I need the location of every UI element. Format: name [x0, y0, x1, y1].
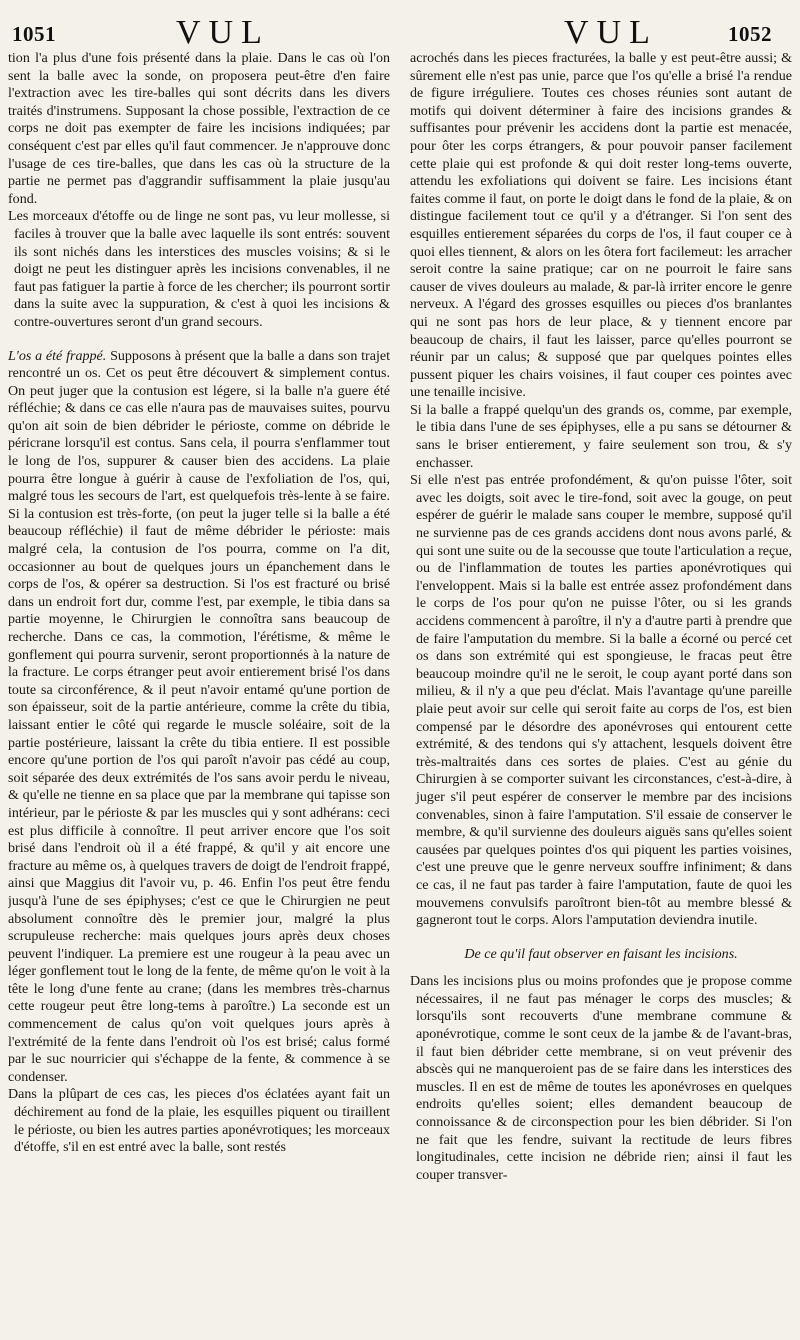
- left-paragraph-2: Les morceaux d'étoffe ou de linge ne sont pas, vu leur mollesse, si faciles à trouver que la balle avec laquelle ils sont entrés: souvent ils sont nichés dans les interstices des muscles voisins; & si le doigt ne peut les distinguer après les incisions convenables, il ne faut pas fatiguer la partie à force de les chercher; ils pourront sortir dans la suite avec la suppuration, & c'est à quoi les incisions & contre-ouvertures seront d'un grand secours.: [8, 208, 390, 330]
- left-page-number: 1051: [12, 22, 56, 46]
- section-subheading: De ce qu'il faut observer en faisant les incisions.: [464, 945, 738, 962]
- right-page-number: 1052: [728, 22, 772, 46]
- left-paragraph-1: tion l'a plus d'une fois présenté dans la plaie. Dans le cas où l'on sent la balle avec la sonde, on proposera peut-être d'en faire l'extraction avec les tire-balles qui sont décrits dans les divers traités d'instrumens. Supposant la chose possible, l'extraction de ce corps ne doit pas exempter de faire les incisions indiquées; par conséquent c'est par elles qu'il faut commencer. Je n'approuve donc l'usage de ces tire-balles, que dans les cas où la structure de la partie ne permet pas d'aggrandir suffisamment la plaie jusqu'au fond.: [8, 50, 390, 207]
- left-paragraph-3-body: Supposons à présent que la balle a dans son trajet rencontré un os. Cet os peut être découvert & simplement contus. On peut juger que la contusion est légere, si la balle n'a guere été réfléchie; & dans ce cas elle n'aura pas de mauvaises suites, pourvu qu'on ait soin de bien débrider le périoste, comme on débride le péricrane lorsqu'il est contus. Sans cela, il pourra s'enflammer tout le long de l'os, suppurer & causer bien des accidens. La plaie pourra être longue à guérir à cause de l'exfoliation de l'os, qui, malgré tous les secours de l'art, est quelquefois très-lente à se faire. Si la contusion est très-forte, (on peut la juger telle si la balle a été beaucoup réfléchie) il faut de même débrider le périoste: mais malgré cela, la contusion de l'os pourra, comme on l'a dit, occasionner au bout de quelques jours un épanchement dans le corps de l'os, & opérer sa destruction. Si l'os est fracturé ou brisé dans un endroit fort dur, comme l'est, par exemple, le tibia dans sa partie moyenne, le Chirurgien le connoîtra sans beaucoup de recherche. Dans ce cas, la commotion, l'érétisme, & même le gonflement qui pourra survenir, seront proportionnés à la nature de la fracture. Le corps étranger peut avoir entierement brisé l'os dans toute sa circonférence, & il peut n'avoir entamé qu'une portion de son épaisseur, soit de la partie antérieure, comme la crête du tibia, laissant entier le côté qui regarde le muscle soléaire, soit de la partie postérieure, laissant la crête du tibia entiere. Il est possible encore qu'une portion de l'os qui paroît n'avoir pas cédé au coup, soit séparée des deux extrémités de l'os sans avoir perdu le niveau, & qu'elle ne tienne en sa place que par la membrane qui tapisse son intérieur, par le périoste & par les muscles qui y sont adhérans: ceci est plus difficile à connoître. Il peut arriver encore que l'os soit brisé dans l'endroit où il a été frappé, & qu'il y ait encore une fracture au même os, à quelques travers de doigt de l'endroit frappé, ainsi que Maggius dit l'avoir vu, p. 46. Enfin l'os peut être fendu jusqu'à l'une de ses épiphyses; c'est ce que le Chirurgien ne peut absolument connoître dès le premier jour, malgré la plus scrupuleuse recherche: mais quelques jours après deux choses peuvent l'indiquer. La premiere est une rougeur à la peau avec un léger gonflement tout le long de la fente, de même qu'on le voit à la tête le long d'une fente au crane; (dans les membres très-charnus cette rougeur peut être long-tems à paroître.) La seconde est un commencement de calus qu'on voit quelques jours après à l'extrémité de la fente dans l'endroit où l'os est brisé; calus formé par le suc nourricier qui s'échappe de la fente, & commence à se condenser.: [8, 347, 390, 1085]
- section-lead-os-frappe: L'os a été frappé.: [8, 347, 107, 364]
- right-paragraph-2: Si la balle a frappé quelqu'un des grands os, comme, par exemple, le tibia dans l'une de ses épiphyses, elle a pu sans se détourner & sans le briser entierement, y faire seulement son trou, & s'y enchasser.: [410, 401, 792, 471]
- right-paragraph-4: Dans les incisions plus ou moins profondes que je propose comme nécessaires, il ne faut pas ménager le corps des muscles; & lorsqu'ils sont recouverts d'une membrane commune & aponévrotique, comme le sont ceux de la jambe & de l'avant-bras, il faut bien débrider cette membrane, si on veut prévenir des abscès qui ne manqueroient pas de se faire dans les interstices des muscles. Il en est de même de toutes les aponévroses en quelques endroits qu'elles soient; elles demandent beaucoup de connoissance & de circonspection pour les bien débrider. Si l'on ne fait que les fendre, suivant la rectitude de leurs fibres longitudinales, cette incision ne débride rien; ainsi il faut les couper transver-: [410, 973, 792, 1183]
- right-paragraph-1: acrochés dans les pieces fracturées, la balle y est peut-être aussi; & sûrement elle n'est pas unie, parce que l'os qu'elle a brisé l'a rendue de figure irréguliere. Toutes ces choses réunies sont autant de motifs qui doivent déterminer à faire des incisions grandes & suffisantes pour prévenir les accidens dont la partie est menacée, pour ôter les corps étrangers, & pour pouvoir panser facilement cette plaie qui est profonde & qui doit rester long-tems ouverte, attendu les exfoliations qui doivent se faire. Les incisions étant faites comme il faut, on porte le doigt dans le fond de la plaie, & on distingue facilement tout ce qu'il y a d'étranger. Si l'on sent des esquilles entierement séparées du corps de l'os, il faut couper ce à quoi elles tiennent, & alors on les ôtera fort facilemeut: les arracher seroit contre la saine pratique; car on ne pourroit le faire sans causer de vives douleurs au malade, & par-là irriter encore le genre nerveux. A l'égard des grosses esquilles ou pieces d'os branlantes qui ne sont pas hors de leur place, & y tiennent encore par beaucoup de chairs, il faut les laisser, parce qu'elles pourront se réunir par un calus; & supposé que par quelques pointes elles pussent piquer les chairs voisines, il faut couper ces pointes avec une tenaille incisive.: [410, 50, 792, 401]
- left-column: [8, 50, 390, 1335]
- right-column: [410, 50, 792, 1335]
- left-paragraph-4: Dans la plûpart de ces cas, les pieces d'os éclatées ayant fait un déchirement au fond de la plaie, les esquilles piquent ou tiraillent le périoste, ou bien les autres parties aponévrotiques; les morceaux d'étoffe, s'il en est entré avec la balle, sont restés: [8, 1086, 390, 1156]
- right-paragraph-3: Si elle n'est pas entrée profondément, & qu'on puisse l'ôter, soit avec les doigts, soit avec le tire-fond, soit avec la gouge, on peut espérer de guérir le malade sans couper le membre, supposé qu'il ne survienne pas de ces grands accidens dont nous avons parlé, & qui sont une suite ou de la secousse que toute l'articulation a reçue, ou de l'inflammation de toutes les parties aponévrotiques qui l'enveloppent. Mais si la balle est entrée assez profondément dans le corps de l'os pour qu'on ne puisse l'ôter, ou si les grands accidens commencent à paroître, il n'y a d'autre parti à prendre que de faire l'amputation du membre. Si la balle a écorné ou percé cet os dans son extrémité qui est spongieuse, le fracas peut être beaucoup moindre qu'il ne le seroit, le coup ayant porté dans son milieu, & il n'y a que peu d'éclat. Mais l'avantage qu'une pareille plaie peut avoir sur celle qui seroit faite au corps de l'os, est bien compensé par le désordre des aponévroses qui entourent cette extrémité, & des tendons qui s'y attachent, lesquels doivent être très-maltraités dans ces sortes de plaies. C'est au génie du Chirurgien à se comporter suivant les circonstances, c'est-à-dire, à juger s'il peut espérer de conserver le membre par des incisions convenables, sinon à faire l'amputation. S'il essaie de conserver le membre, & qu'il survienne des douleurs aiguës sans qu'elles soient causées par quelques pointes d'os qui piquent les parties voisines, c'est une preuve que le genre nerveux souffre infiniment; & dans ce cas, il ne faut pas tarder à faire l'amputation, faute de quoi les mouvemens convulsifs paroîtront bien-tôt au membre blessé & gagneront tout le corps. Alors l'amputation deviendra inutile.: [410, 472, 792, 929]
- running-header: [0, 0, 800, 51]
- right-running-word: VUL: [564, 14, 658, 51]
- left-paragraph-3: [8, 348, 390, 1087]
- left-running-word: VUL: [176, 14, 270, 51]
